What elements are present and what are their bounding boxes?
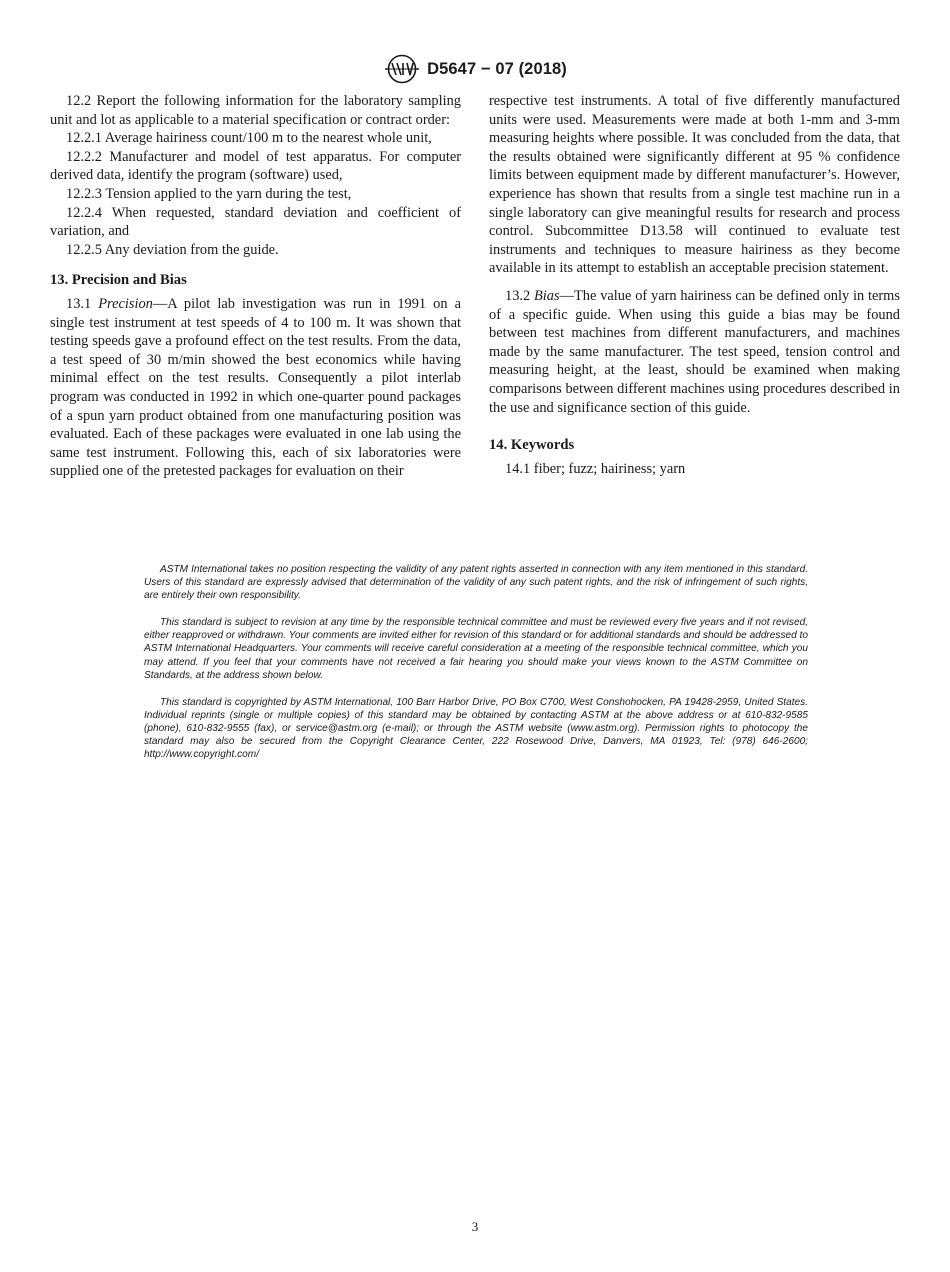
paragraph-13-1	[50, 295, 461, 481]
paragraph-13-2-term: Bias	[534, 287, 560, 304]
paragraph-13-1-text: —A pilot lab investigation was run in 1991 on a single test instrument at test speeds of 4 to 100 m. It was shown that testing speeds gave a profound effect on the test results. From the data, a test speed of 30 m/min showed the best economics while having minimal effect on the test results. Consequently a pilot interlab program was conducted in 1992 in which one-quarter pound packages of a spun yarn product obtained from one manufacturing position was evaluated. Each of these packages were evaluated in one lab using the same test instrument. Following this, each of six laboratories were supplied one of the pretested packages for evaluation on their	[50, 295, 461, 480]
header-group	[383, 54, 567, 84]
paragraph-12-2: 12.2 Report the following information for the laboratory sampling unit and lot as applicable to a material specification or contract order:	[50, 93, 461, 128]
paragraph-13-1-continued: respective test instruments. A total of five differently manufactured units were used. Measurements were made at both 1-mm and 3-mm measuring heights where possible. It was concluded from the data, that the results obtained were significantly different at 95 % confidence limits between equipment made by different manufacturer’s. However, experience has shown that results from a single test machine run in a single laboratory can give meaningful results for research and process control. Subcommittee D13.58 will continued to evaluate test instruments and techniques to measure hairiness as they become available in its attempt to establish an acceptable precision statement.	[489, 93, 900, 277]
paragraph-13-1-number: 13.1	[66, 295, 92, 312]
paragraph-13-2	[489, 287, 900, 417]
paragraph-12-2-1: 12.2.1 Average hairiness count/100 m to the nearest whole unit,	[66, 130, 432, 147]
standard-designation: D5647 − 07 (2018)	[427, 59, 567, 78]
paragraph-13-2-text: —The value of yarn hairiness can be defined only in terms of a specific guide. When using this guide a bias may be found between test machines from different manufacturers, and machines made by the same manufacturer. The test speed, tension control and measuring height, at the least, should be examined when making comparisons between different machines using procedures described in the use and significance section of this guide.	[489, 287, 900, 416]
paragraph-13-2-number: 13.2	[505, 287, 531, 304]
astm-notices	[144, 563, 808, 775]
revision-notice: This standard is subject to revision at any time by the responsible technical committee and must be reviewed every five years and if not revised, either reapproved or withdrawn. Your comments are invited either for revision of this standard or for additional standards and should be addressed to ASTM International Headquarters. Your comments will receive careful consideration at a meeting of the responsible technical committee, which you may attend. If you feel that your comments have not received a fair hearing you should make your views known to the ASTM Committee on Standards, at the address shown below.	[144, 617, 808, 681]
right-column	[489, 92, 900, 478]
paragraph-13-1-term: Precision	[98, 295, 153, 312]
page-header	[0, 52, 950, 86]
astm-logo-icon	[383, 54, 421, 84]
left-column	[50, 92, 461, 481]
paragraph-12-2-3: 12.2.3 Tension applied to the yarn during the test,	[66, 185, 352, 202]
paragraph-12-2-2: 12.2.2 Manufacturer and model of test apparatus. For computer derived data, identify the program (software) used,	[50, 148, 461, 184]
copyright-notice: This standard is copyrighted by ASTM International, 100 Barr Harbor Drive, PO Box C700, West Conshohocken, PA 19428-2959, United States. Individual reprints (single or multiple copies) of this standard may be obtained by contacting ASTM at the above address or at 610-832-9585 (phone), 610-832-9555 (fax), or service@astm.org (e-mail); or through the ASTM website (www.astm.org). Permission rights to photocopy the standard may also be secured from the Copyright Clearance Center, 222 Rosewood Drive, Danvers, MA 01923, Tel: (978) 646-2600; http://www.copyright.com/	[144, 696, 808, 761]
paragraph-12-2-4: 12.2.4 When requested, standard deviation and coefficient of variation, and	[50, 204, 461, 240]
paragraph-14-1: 14.1 fiber; fuzz; hairiness; yarn	[505, 460, 686, 477]
patent-notice: ASTM International takes no position respecting the validity of any patent rights asserted in connection with any item mentioned in this standard. Users of this standard are expressly advised that determination of the validity of any such patent rights, and the risk of infringement of such rights, are entirely their own responsibility.	[144, 564, 808, 602]
section-heading-13: 13. Precision and Bias	[50, 272, 187, 289]
section-heading-14: 14. Keywords	[489, 437, 575, 454]
paragraph-12-2-5: 12.2.5 Any deviation from the guide.	[66, 241, 279, 258]
page-number: 3	[471, 1219, 479, 1234]
